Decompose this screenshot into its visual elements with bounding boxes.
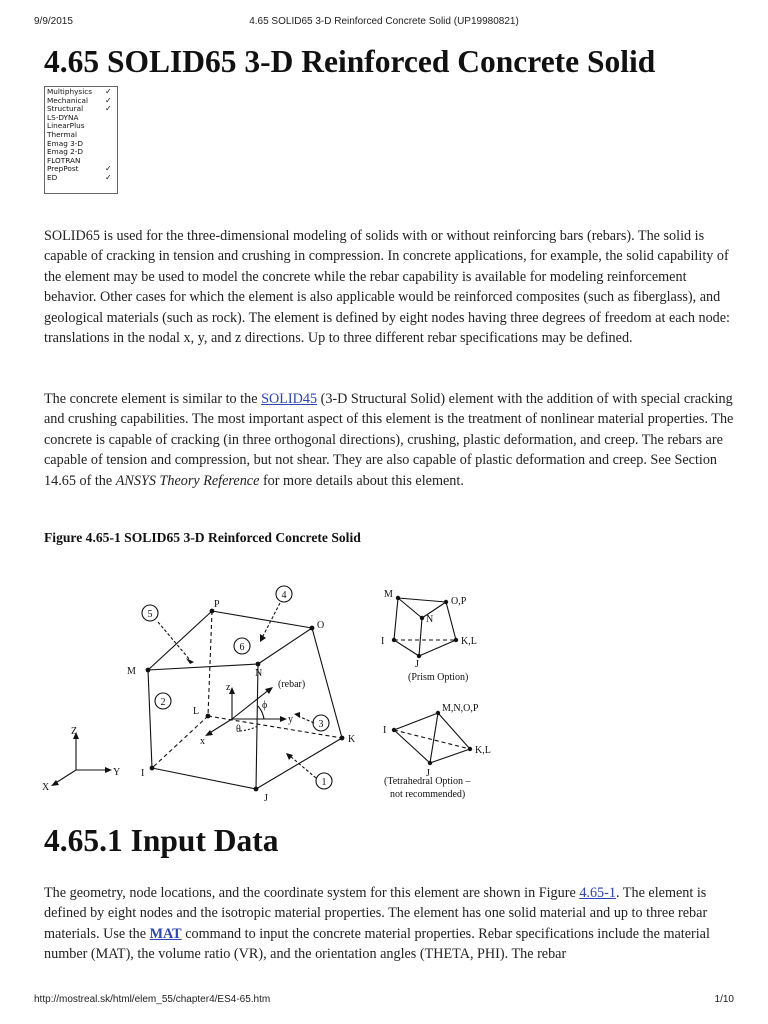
check-icon: ✓ bbox=[105, 104, 112, 114]
global-y-label: Y bbox=[113, 767, 121, 778]
print-footer bbox=[34, 994, 734, 1008]
text-span: The geometry, node locations, and the coordinate system for this element are shown in Figure bbox=[44, 885, 580, 901]
node-label-p: P bbox=[214, 599, 220, 610]
theory-reference-text: ANSYS Theory Reference bbox=[115, 472, 260, 489]
node-dot bbox=[417, 654, 421, 658]
node-label-m: M bbox=[127, 666, 136, 677]
product-name: Structural bbox=[47, 104, 84, 114]
product-name: FLOTRAN bbox=[47, 155, 81, 165]
edge-mn bbox=[148, 664, 258, 670]
leader-face-3 bbox=[298, 716, 314, 723]
leader-face-5 bbox=[158, 622, 190, 660]
node-dot bbox=[468, 747, 472, 751]
prism-node-label: N bbox=[426, 614, 434, 625]
tet-caption: not recommended) bbox=[390, 789, 466, 800]
node-dot bbox=[396, 596, 400, 600]
rebar-label: (rebar) bbox=[278, 679, 306, 690]
prism-node-label: J bbox=[415, 659, 419, 670]
print-doc-title: 4.65 SOLID65 3-D Reinforced Concrete Solid (UP19980821) bbox=[249, 16, 519, 27]
theta-label: θ bbox=[236, 724, 241, 735]
phi-label: ϕ bbox=[262, 700, 268, 711]
prism-caption: (Prism Option) bbox=[408, 672, 469, 683]
product-name: Multiphysics bbox=[47, 87, 93, 96]
face-number-label: 2 bbox=[160, 697, 166, 708]
check-icon: ✓ bbox=[105, 87, 112, 96]
product-name: ED bbox=[47, 172, 58, 182]
page-number: 1/10 bbox=[714, 994, 734, 1005]
prism-edge bbox=[446, 602, 456, 640]
global-x-arrowhead bbox=[51, 780, 59, 786]
node-label-l: L bbox=[193, 706, 200, 717]
local-x-axis bbox=[208, 719, 232, 734]
node-label-n: N bbox=[255, 668, 263, 679]
text-span: . The element is defined by eight nodes and the isotropic material properties. The element has one solid material and up to three rebar materials. Use the bbox=[44, 885, 708, 942]
leader-arrowhead bbox=[294, 712, 300, 718]
product-name: Emag 3-D bbox=[47, 138, 84, 148]
edge-ij bbox=[152, 768, 256, 789]
global-x-axis bbox=[54, 770, 76, 784]
global-y-arrowhead bbox=[105, 767, 112, 773]
check-icon: ✓ bbox=[105, 172, 112, 182]
node-dot bbox=[392, 638, 396, 642]
node-label-o: O bbox=[317, 620, 325, 631]
edge-po bbox=[212, 611, 312, 628]
tet-hidden-edge bbox=[394, 730, 470, 749]
mat-command-link[interactable]: MAT bbox=[149, 925, 182, 942]
text-span: command to input the concrete material properties. Rebar specifications include the material number (MAT), the volume ratio (VR), and the orientation angles (THETA, PHI). The rebar bbox=[44, 925, 710, 963]
global-x-label: X bbox=[42, 782, 50, 793]
prism-edge bbox=[419, 640, 456, 656]
node-dot bbox=[256, 662, 261, 667]
similarity-paragraph bbox=[44, 389, 734, 491]
theta-arc bbox=[240, 726, 258, 731]
leader-arrowhead bbox=[286, 753, 293, 760]
node-dot bbox=[310, 626, 315, 631]
edge-pl bbox=[208, 611, 212, 716]
node-dot bbox=[428, 761, 432, 765]
product-name: LinearPlus bbox=[47, 121, 85, 131]
edge-mp bbox=[148, 611, 212, 670]
prism-node-label: I bbox=[381, 636, 385, 647]
product-table bbox=[44, 86, 118, 194]
node-dot bbox=[436, 711, 440, 715]
tet-node-label: I bbox=[383, 725, 387, 736]
local-x-label: x bbox=[200, 736, 205, 747]
print-date: 9/9/2015 bbox=[34, 16, 73, 27]
prism-node-label: O,P bbox=[451, 596, 467, 607]
intro-paragraph: SOLID65 is used for the three-dimensional modeling of solids with or without reinforcing bars (rebars). The solid is capable of cracking in tension and crushing in compression. In concrete applications, for example, the solid capability of the element may be used to model the concrete while the rebar capability is available for modeling reinforcement behavior. Other cases for which the element is also applicable would be reinforced composites (such as fiberglass), and geological materials (such as rock). The element is defined by eight nodes having three degrees of freedom at each node: translations in the nodal x, y, and z directions. Up to three different rebar specifications may be defined. bbox=[44, 228, 730, 347]
local-x-arrowhead bbox=[205, 730, 213, 736]
text-span: for more details about this element. bbox=[259, 472, 464, 489]
figure-link[interactable]: 4.65-1 bbox=[579, 885, 616, 901]
tet-edge bbox=[394, 730, 430, 763]
tet-edge bbox=[394, 713, 438, 730]
check-icon: ✓ bbox=[105, 95, 112, 105]
node-dot bbox=[444, 600, 448, 604]
element-figure bbox=[0, 556, 768, 816]
product-name: PrepPost bbox=[47, 164, 79, 174]
node-dot bbox=[392, 728, 396, 732]
face-number-label: 5 bbox=[147, 609, 153, 620]
prism-edge bbox=[394, 640, 419, 656]
node-dot bbox=[150, 766, 155, 771]
face-number-label: 3 bbox=[318, 719, 324, 730]
edge-no bbox=[258, 628, 312, 664]
node-label-i: I bbox=[141, 768, 145, 779]
text-span: The concrete element is similar to the bbox=[44, 391, 262, 407]
tet-edge bbox=[430, 749, 470, 763]
page-title: 4.65 SOLID65 3-D Reinforced Concrete Solid bbox=[44, 44, 656, 79]
node-dot bbox=[454, 638, 458, 642]
face-number-label: 6 bbox=[239, 642, 245, 653]
edge-mi bbox=[148, 670, 152, 768]
node-label-j: J bbox=[264, 793, 268, 804]
tet-caption: (Tetrahedral Option – bbox=[384, 776, 471, 787]
prism-edge bbox=[398, 598, 422, 618]
check-icon: ✓ bbox=[105, 164, 112, 174]
node-dot bbox=[340, 736, 345, 741]
node-dot bbox=[206, 714, 211, 719]
prism-node-label: M bbox=[384, 589, 393, 600]
node-dot bbox=[420, 616, 424, 620]
solid45-link[interactable]: SOLID45 bbox=[261, 391, 318, 407]
tet-node-label: M,N,O,P bbox=[442, 703, 479, 714]
prism-node-label: K,L bbox=[461, 636, 477, 647]
figure-caption: Figure 4.65-1 SOLID65 3-D Reinforced Concrete Solid bbox=[44, 530, 361, 545]
product-name: Mechanical bbox=[47, 95, 89, 105]
print-header bbox=[34, 16, 734, 30]
tet-edge bbox=[430, 713, 438, 763]
local-y-arrowhead bbox=[280, 716, 287, 722]
local-z-label: z bbox=[226, 682, 231, 693]
prism-edge bbox=[394, 598, 398, 640]
node-dot bbox=[254, 787, 259, 792]
leader-arrowhead bbox=[186, 658, 194, 664]
input-data-paragraph bbox=[44, 883, 734, 965]
face-number-label: 1 bbox=[321, 777, 327, 788]
node-label-k: K bbox=[348, 734, 356, 745]
prism-edge bbox=[398, 598, 446, 602]
product-row bbox=[47, 174, 117, 183]
text-span: (3-D Structural Solid) element with the addition of with special cracking and crushing capabilities. The most important aspect of this element is the treatment of nonlinear material properties. The concrete is capable of cracking (in three orthogonal directions), crushing, plastic deformation, and creep. The rebars are capable of tension and compression, but not shear. They are also capable of plastic deformation and creep. See Section 14.65 of the bbox=[44, 391, 734, 489]
product-name: Thermal bbox=[47, 129, 78, 139]
node-dot bbox=[146, 668, 151, 673]
tet-node-label: K,L bbox=[475, 745, 491, 756]
product-name: LS-DYNA bbox=[47, 112, 79, 122]
rebar-arrowhead bbox=[265, 687, 273, 694]
global-z-label: Z bbox=[71, 726, 78, 737]
solid65-diagram bbox=[0, 556, 768, 816]
edge-ok bbox=[312, 628, 342, 738]
prism-edge bbox=[419, 618, 422, 656]
print-url: http://mostreal.sk/html/elem_55/chapter4/ES4-65.htm bbox=[34, 994, 271, 1005]
face-number-label: 4 bbox=[281, 590, 287, 601]
local-y-label: y bbox=[288, 714, 293, 725]
section-title: 4.65.1 Input Data bbox=[44, 823, 279, 858]
tet-node-label: J bbox=[426, 768, 430, 779]
tet-edge bbox=[438, 713, 470, 749]
product-name: Emag 2-D bbox=[47, 147, 84, 157]
